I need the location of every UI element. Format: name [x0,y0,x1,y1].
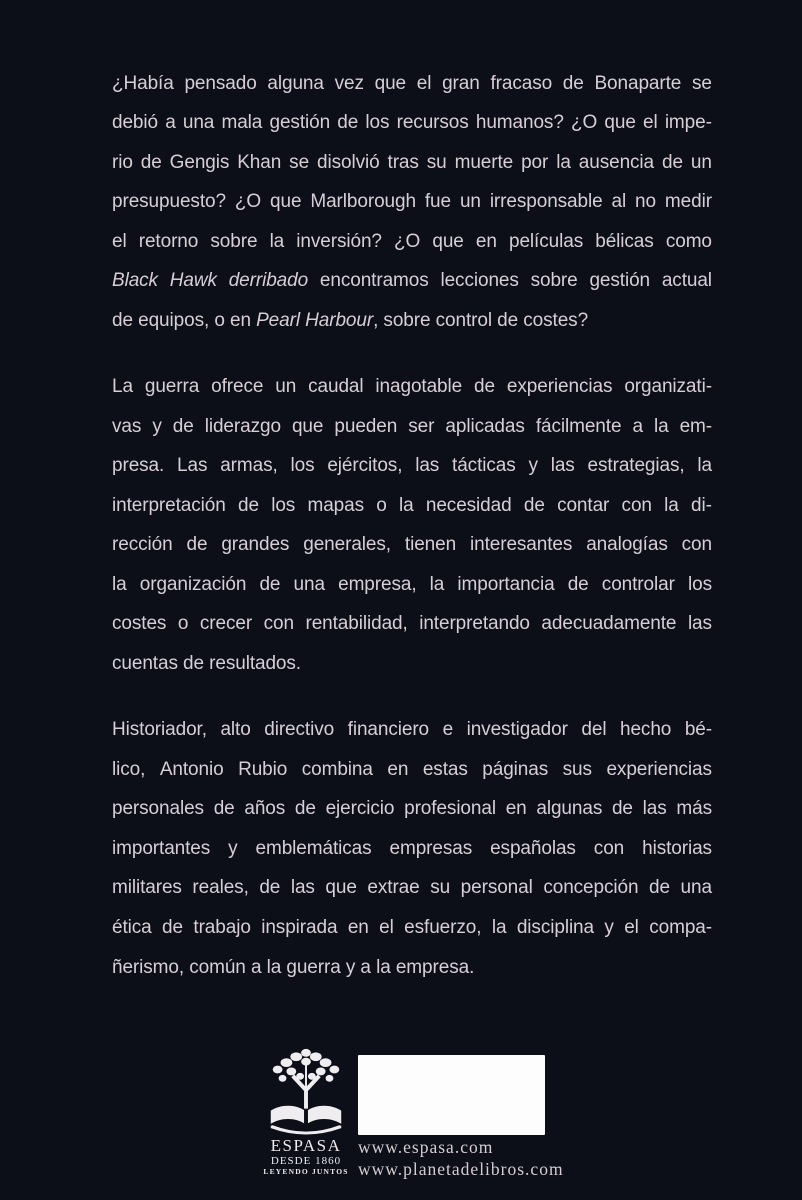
publisher-tagline-desde: DESDE 1860 [270,1155,342,1167]
text-line: presupuesto? ¿O que Marlborough fue un irresponsable al no medir [112,191,712,213]
espasa-logo [252,1046,360,1177]
publisher-tagline-leyendo: LEYENDO JUNTOS [263,1167,349,1176]
text-line: personales de años de ejercicio profesional en algunas de las más [112,798,712,820]
paragraph [112,711,712,988]
publisher-name: ESPASA [270,1136,342,1155]
text-line: Black Hawk derribado encontramos lecciones sobre gestión actual [112,270,712,292]
text-line: presa. Las armas, los ejércitos, las tácticas y las estrategias, la [112,455,712,477]
paragraph [112,368,712,684]
text-line: ñerismo, común a la guerra y a la empresa. [112,956,475,978]
text-line: rección de grandes generales, tienen interesantes analogías con [112,534,712,556]
paragraph [112,64,712,341]
publisher-url-planetadelibros[interactable]: www.planetadelibros.com [358,1159,564,1179]
back-cover-text [112,64,712,1014]
tree-book-icon [264,1046,348,1136]
text-line: lico, Antonio Rubio combina en estas páginas sus experiencias [112,758,712,780]
text-line: ¿Había pensado alguna vez que el gran fracaso de Bonaparte se [112,72,712,94]
text-line: La guerra ofrece un caudal inagotable de experiencias organizati- [112,376,712,398]
text-line: ética de trabajo inspirada en el esfuerzo, la disciplina y el compa- [112,916,712,938]
text-line: costes o crecer con rentabilidad, interpretando adecuadamente las [112,613,712,635]
text-line: Historiador, alto directivo financiero e investigador del hecho bé- [112,719,712,741]
text-line: rio de Gengis Khan se disolvió tras su muerte por la ausencia de un [112,151,712,173]
text-line: de equipos, o en Pearl Harbour, sobre control de costes? [112,310,589,331]
publisher-urls [358,1136,564,1180]
text-line: el retorno sobre la inversión? ¿O que en películas bélicas como [112,230,712,252]
text-line: vas y de liderazgo que pueden ser aplicadas fácilmente a la em- [112,415,712,437]
text-line: la organización de una empresa, la importancia de controlar los [112,573,712,595]
text-line: interpretación de los mapas o la necesidad de contar con la di- [112,494,712,516]
text-line: cuentas de resultados. [112,653,301,674]
publisher-url-espasa[interactable]: www.espasa.com [358,1137,494,1157]
text-line: debió a una mala gestión de los recursos humanos? ¿O que el impe- [112,112,712,134]
text-line: militares reales, de las que extrae su personal concepción de una [112,877,712,899]
text-line: importantes y emblemáticas empresas españolas con historias [112,837,712,859]
barcode-placeholder [358,1055,545,1135]
